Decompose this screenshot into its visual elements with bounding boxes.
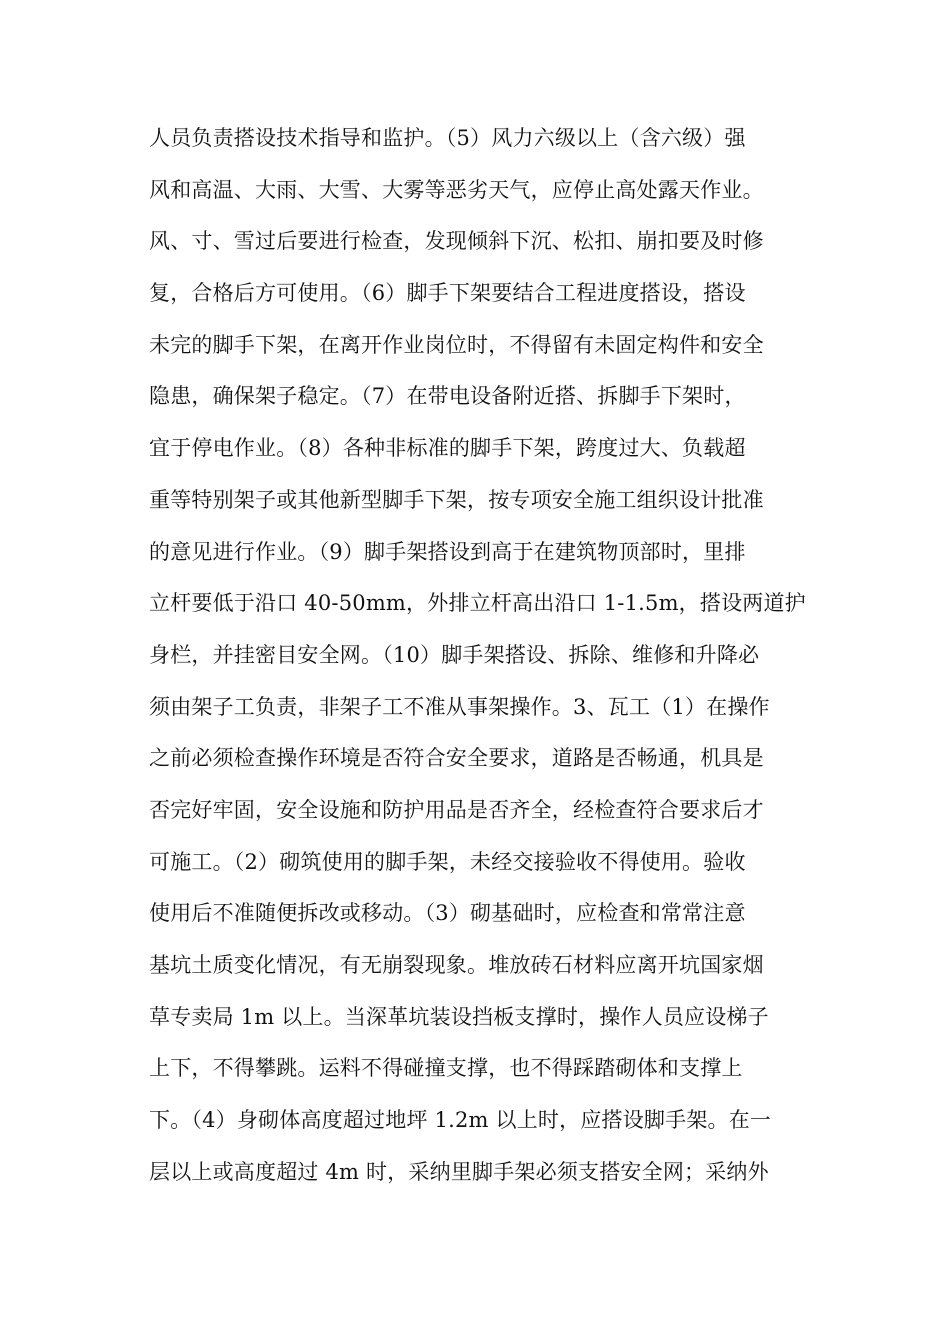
text-line: 宜于停电作业。（8）各种非标准的脚手下架，跨度过大、负载超 [149,436,746,461]
text-line: 上下，不得攀跳。运料不得碰撞支撑，也不得踩踏砌体和支撑上 [149,1056,743,1081]
text-line: 风、寸、雪过后要进行检查，发现倾斜下沉、松扣、崩扣要及时修 [149,229,764,254]
text-line: 草专卖局 1m 以上。当深革坑装设挡板支撑时，操作人员应设梯子 [149,1004,769,1029]
text-line: 之前必须检查操作环境是否符合安全要求，道路是否畅通，机具是 [149,746,764,771]
text-line: 的意见进行作业。（9）脚手架搭设到高于在建筑物顶部时，里排 [149,539,746,564]
text-line: 下。（4）身砌体高度超过地坪 1.2m 以上时，应搭设脚手架。在一 [149,1108,772,1133]
text-line: 风和高温、大雨、大雪、大雾等恶劣天气，应停止高处露天作业。 [149,177,764,202]
text-line: 须由架子工负责，非架子工不准从事架操作。3、瓦工（1）在操作 [149,694,770,719]
text-line: 否完好牢固，安全设施和防护用品是否齐全，经检查符合要求后才 [149,797,764,822]
text-line: 重等特别架子或其他新型脚手下架，按专项安全施工组织设计批准 [149,487,764,512]
text-line: 复，合格后方可使用。（6）脚手下架要结合工程进度搭设，搭设 [149,281,746,306]
text-line: 未完的脚手下架，在离开作业岗位时，不得留有未固定构件和安全 [149,332,764,357]
text-line: 隐患，确保架子稳定。（7）在带电设备附近搭、拆脚手下架时， [149,384,746,409]
text-line: 人员负责搭设技术指导和监护。（5）风力六级以上（含六级）强 [149,126,746,150]
text-line: 身栏，并挂密目安全网。（10）脚手架搭设、拆除、维修和升降必 [149,642,760,667]
text-line: 层以上或高度超过 4m 时，采纳里脚手架必须支搭安全网；采纳外 [149,1159,769,1184]
text-line: 使用后不准随便拆改或移动。（3）砌基础时，应检查和常常注意 [149,901,746,926]
body-paragraph [149,116,809,1201]
text-line: 可施工。（2）砌筑使用的脚手架，未经交接验收不得使用。验收 [149,849,746,874]
text-line: 基坑土质变化情况，有无崩裂现象。堆放砖石材料应离开坑国家烟 [149,953,764,977]
text-line: 立杆要低于沿口 40-50mm，外排立杆高出沿口 1-1.5m，搭设两道护 [149,591,806,616]
